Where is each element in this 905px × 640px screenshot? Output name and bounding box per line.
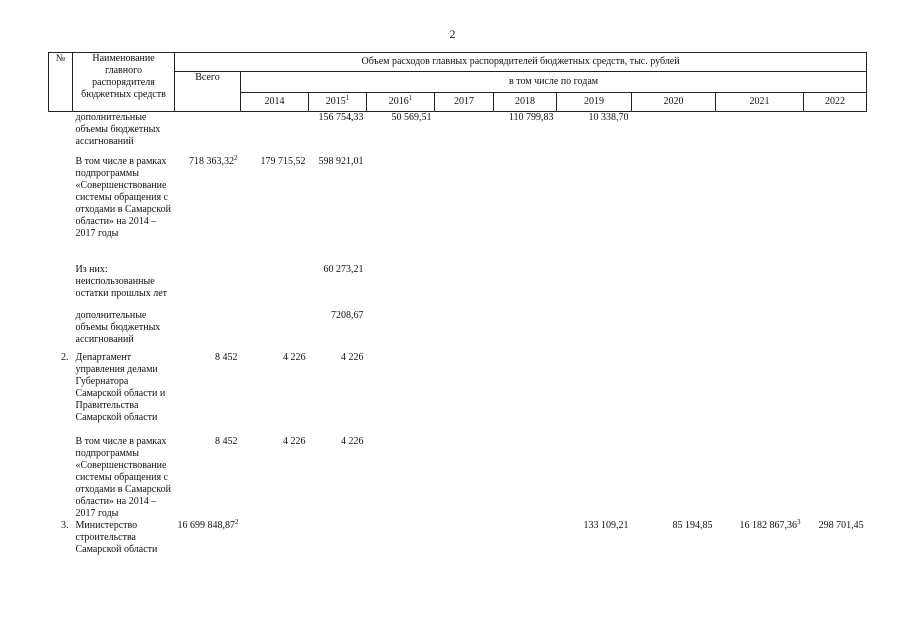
header-name: Наименование главного распорядителя бюджетных средств <box>73 53 175 112</box>
cell-year-2017 <box>435 310 494 352</box>
cell-year-2021 <box>716 436 804 520</box>
cell-year-2021 <box>716 156 804 264</box>
cell-year-2020 <box>632 156 716 264</box>
row-number <box>49 156 73 264</box>
row-total-value: 718 363,32 <box>189 155 234 167</box>
cell-year-2019 <box>557 156 632 264</box>
header-year <box>716 93 804 112</box>
header-year <box>632 93 716 112</box>
cell-year-2017 <box>435 352 494 436</box>
cell-year-2020 <box>632 436 716 520</box>
header-year <box>309 93 367 112</box>
cell-year-2018 <box>494 112 557 156</box>
cell-year-2017 <box>435 264 494 310</box>
cell-year-2022 <box>804 112 867 156</box>
row-total <box>175 436 241 520</box>
cell-value: 110 799,83 <box>508 112 554 123</box>
header-year <box>804 93 867 112</box>
header-by-years: в том числе по годам <box>241 72 867 93</box>
cell-year-2018 <box>494 520 557 570</box>
cell-year-2015 <box>309 112 367 156</box>
row-total <box>175 352 241 436</box>
cell-year-2015 <box>309 436 367 520</box>
cell-value: 4 226 <box>283 435 306 447</box>
table-row <box>49 156 867 264</box>
footnote-marker: 2 <box>235 517 239 526</box>
row-number <box>49 310 73 352</box>
cell-value: 179 715,52 <box>260 155 306 167</box>
row-total <box>175 153 241 264</box>
header-year-value: 2016 <box>388 96 409 107</box>
cell-year-2015 <box>309 310 367 352</box>
header-year-value: 2014 <box>264 96 285 107</box>
cell-year-2019 <box>557 436 632 520</box>
row-name: дополнительные объемы бюджетных ассигнований <box>75 309 161 345</box>
cell-year-2021 <box>716 264 804 310</box>
row-number <box>49 112 73 156</box>
table-body <box>49 112 867 570</box>
cell-year-2015 <box>309 352 367 436</box>
row-number <box>49 436 73 520</box>
cell-value: 85 194,85 <box>672 519 713 531</box>
cell-value: 7208,67 <box>331 309 364 321</box>
cell-value: 298 701,45 <box>818 519 864 531</box>
row-name: Из них: неиспользованные остатки прошлых лет <box>75 263 167 299</box>
header-year <box>557 93 632 112</box>
cell-value: 4 226 <box>283 351 306 363</box>
header-year-value: 2019 <box>584 96 604 107</box>
cell-year-2019 <box>557 310 632 352</box>
cell-year-2014 <box>241 520 309 570</box>
cell-year-2014 <box>241 352 309 436</box>
cell-year-2020 <box>632 264 716 310</box>
cell-year-2014 <box>241 264 309 310</box>
cell-year-2016 <box>367 520 435 570</box>
cell-value: 598 921,01 <box>318 155 364 167</box>
cell-year-2019 <box>557 112 632 156</box>
row-total <box>175 517 241 570</box>
cell-value: 156 754,33 <box>318 112 364 123</box>
cell-year-2020 <box>632 112 716 156</box>
cell-year-2015 <box>309 264 367 310</box>
cell-year-2021 <box>716 352 804 436</box>
cell-year-2014 <box>241 310 309 352</box>
cell-year-2017 <box>435 156 494 264</box>
row-name: В том числе в рамках подпрограммы «Совершенствование системы обращения с отходами в Самарской области» на 2014 – 2017 годы <box>75 155 171 239</box>
cell-year-2022 <box>804 520 867 570</box>
header-year-value: 2018 <box>515 96 535 107</box>
header-year-value: 2020 <box>663 96 684 107</box>
header-year-value: 2021 <box>749 96 770 107</box>
row-total <box>175 112 241 156</box>
row-total <box>175 310 241 352</box>
cell-year-2017 <box>435 436 494 520</box>
cell-year-2021 <box>716 517 804 570</box>
row-name: В том числе в рамках подпрограммы «Совершенствование системы обращения с отходами в Самарской области» на 2014 – 2017 годы <box>75 435 171 519</box>
row-total-value: 8 452 <box>215 351 238 363</box>
row-number: 3. <box>61 519 69 531</box>
page-number: 2 <box>449 27 456 41</box>
header-total: Всего <box>175 72 241 112</box>
footnote-marker: 2 <box>234 153 238 162</box>
cell-value: 16 182 867,36 <box>739 519 797 531</box>
cell-year-2016 <box>367 264 435 310</box>
header-year <box>435 93 494 112</box>
cell-value: 60 273,21 <box>323 263 364 275</box>
table-row <box>49 520 867 570</box>
footnote-marker: 1 <box>345 94 350 102</box>
row-number <box>49 264 73 310</box>
row-total-value: 8 452 <box>215 435 238 447</box>
cell-year-2019 <box>557 352 632 436</box>
row-name: дополнительные объемы бюджетных ассигнований <box>75 112 161 147</box>
cell-year-2019 <box>557 520 632 570</box>
cell-year-2015 <box>309 520 367 570</box>
cell-year-2014 <box>241 112 309 156</box>
table-row <box>49 352 867 436</box>
header-year <box>494 93 557 112</box>
header-year-value: 2015 <box>325 96 346 107</box>
cell-value: 4 226 <box>341 351 364 363</box>
header-year-value: 2022 <box>825 96 846 107</box>
cell-value: 133 109,21 <box>583 519 629 531</box>
cell-year-2020 <box>632 310 716 352</box>
cell-value: 4 226 <box>341 435 364 447</box>
cell-year-2018 <box>494 264 557 310</box>
table-row <box>49 436 867 520</box>
header-volume: Объем расходов главных распорядителей бюджетных средств, тыс. рублей <box>175 53 867 72</box>
cell-value: 10 338,70 <box>588 112 629 123</box>
cell-year-2018 <box>494 156 557 264</box>
cell-year-2016 <box>367 352 435 436</box>
table-row <box>49 112 867 156</box>
row-total-value: 16 699 848,87 <box>177 519 235 531</box>
cell-year-2020 <box>632 352 716 436</box>
cell-year-2022 <box>804 352 867 436</box>
cell-year-2021 <box>716 310 804 352</box>
cell-year-2014 <box>241 156 309 264</box>
cell-year-2015 <box>309 156 367 264</box>
cell-year-2020 <box>632 520 716 570</box>
cell-year-2017 <box>435 112 494 156</box>
cell-year-2022 <box>804 264 867 310</box>
cell-year-2018 <box>494 352 557 436</box>
row-number: 2. <box>61 351 69 363</box>
cell-year-2019 <box>557 264 632 310</box>
budget-table <box>48 52 867 570</box>
cell-year-2016 <box>367 112 435 156</box>
cell-year-2018 <box>494 310 557 352</box>
cell-year-2016 <box>367 436 435 520</box>
cell-year-2022 <box>804 310 867 352</box>
header-year <box>241 93 309 112</box>
header-year-value: 2017 <box>454 96 474 107</box>
header-number: № <box>49 53 73 112</box>
footnote-marker: 3 <box>797 517 801 526</box>
header-year <box>367 93 435 112</box>
table-row <box>49 310 867 352</box>
row-name: Министерство строительства Самарской области <box>75 519 158 555</box>
cell-year-2021 <box>716 112 804 156</box>
cell-value: 50 569,51 <box>391 112 432 123</box>
row-name: Департамент управления делами Губернатора Самарской области и Правительства Самарской области <box>75 351 166 423</box>
cell-year-2018 <box>494 436 557 520</box>
cell-year-2017 <box>435 520 494 570</box>
table-row <box>49 264 867 310</box>
cell-year-2022 <box>804 156 867 264</box>
footnote-marker: 1 <box>408 94 413 102</box>
row-total <box>175 264 241 310</box>
cell-year-2014 <box>241 436 309 520</box>
cell-year-2022 <box>804 436 867 520</box>
table-header <box>49 53 867 112</box>
cell-year-2016 <box>367 156 435 264</box>
cell-year-2016 <box>367 310 435 352</box>
